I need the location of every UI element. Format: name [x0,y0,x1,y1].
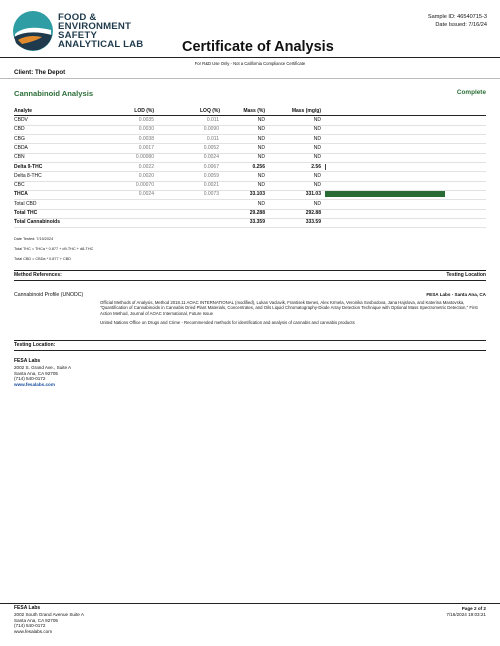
testing-location-label: Testing Location: [14,342,56,348]
mass-mg: ND [313,182,321,189]
date-tested: Date Tested: 7/15/2024 [14,237,54,241]
analyte-name: THCA [14,191,28,198]
total-mass-percent: 33.359 [249,219,265,226]
location-street: 2002 S. Grand Ave., Suite A [14,364,72,370]
mass-percent: ND [257,154,265,161]
table-row [14,181,486,190]
col-header-analyte: Analyte [14,108,33,114]
lab-name [58,13,143,49]
concentration-bar [325,191,445,197]
total-row [14,209,486,218]
rnd-notice: For R&D Use Only - Not a California Compliance Certificate [194,61,306,66]
analyte-name: CBG [14,135,25,142]
location-divider-top [14,340,486,341]
mass-mg: ND [313,172,321,179]
total-name: Total Cannabinoids [14,219,61,226]
footer-city: Santa Ana, CA 92705 [14,617,58,623]
mass-mg: ND [313,135,321,142]
header-divider [0,57,500,58]
mass-percent: ND [257,135,265,142]
col-header-lod: LOD (%) [134,108,154,114]
lod-value: 0.0017 [138,144,154,151]
client-divider [0,78,500,79]
footer-divider [0,603,500,604]
mass-percent: ND [257,144,265,151]
location-divider-bottom [14,350,486,351]
total-row [14,200,486,209]
lod-value: 0.0020 [138,172,154,179]
loq-value: 0.0021 [203,182,219,189]
footer-name: FESA Labs [14,605,41,611]
client-name: Client: The Depot [14,69,66,76]
testing-location-header: Testing Location [446,272,486,278]
lab-name-line: FOOD & [58,12,97,23]
page-title: Certificate of Analysis [182,39,334,55]
col-header-loq: LOQ (%) [200,108,220,114]
location-phone: (714) 540-0172 [14,376,46,382]
fesa-logo-icon [12,10,54,52]
total-row [14,218,486,227]
table-row [14,163,486,172]
method-reference-2: United Nations Office on Drugs and Crime - Recommended methods for identification and analysis of cannabis and cannabis products [100,320,355,326]
total-name: Total THC [14,210,38,216]
loq-value: 0.0059 [203,172,219,179]
total-mass-percent: ND [257,200,265,207]
mass-percent: 0.256 [252,163,265,170]
location-website-link[interactable]: www.fesalabs.com [14,382,55,388]
location-city: Santa Ana, CA 92705 [14,370,58,376]
loq-value: 0.011 [206,135,219,142]
analyte-name: CBDA [14,144,28,151]
lab-name-line: ENVIRONMENT [58,21,132,32]
mass-percent: ND [257,126,265,133]
methods-divider-top [14,270,486,271]
analyte-name: CBC [14,182,25,189]
lod-value: 0.00070 [135,182,154,189]
table-row [14,172,486,181]
lod-value: 0.0022 [138,163,154,170]
table-row [14,144,486,153]
row-divider [14,227,486,228]
status-badge: Complete [456,89,486,96]
loq-value: 0.0024 [203,154,219,161]
mass-mg: ND [313,144,321,151]
mass-mg: 331.03 [305,191,321,198]
mass-percent: 33.103 [249,191,265,198]
total-name: Total CBD [14,200,37,207]
methods-divider-bottom [14,280,486,281]
mass-mg: ND [313,154,321,161]
method-lab: FESA Labs - Santa Ana, CA [426,292,486,297]
total-mass-mg: 292.88 [305,210,321,216]
concentration-bar [325,164,326,170]
loq-value: 0.0090 [203,126,219,133]
footer-street: 2002 South Grand Avenue Suite A [14,611,84,617]
footer-meta [446,606,486,618]
section-title: Cannabinoid Analysis [14,89,94,98]
method-reference-1: Official Methods of Analysis, Method 2018.11 AOAC INTERNATIONAL (modified), Lukas Vaclavik, Frantisek Benes, Alex Krmela, Veronika Svobodova, Jana Hajslova, and Katerina Mastovska, "Quantification of Cannabinoids in Cannabis Dried Plant Materials, Concentrates, and Oils Liquid Chromatography-Diode Array Detection Technique with Optional Mass Spectrometric Detection," First Action Method, Journal of AOAC International, Future Issue [100,300,478,316]
mass-mg: 2.56 [311,163,321,170]
lod-value: 0.0024 [138,191,154,198]
analyte-name: Delta 9-THC [14,163,43,170]
table-row [14,135,486,144]
mass-mg: ND [313,117,321,123]
footer-phone: (714) 540-0172 [14,623,46,629]
loq-value: 0.0052 [203,144,219,151]
method-references-label: Method References: [14,272,62,278]
lod-value: 0.0035 [138,117,154,123]
analyte-name: CBD [14,126,25,133]
page-number: Page 2 of 2 [461,606,486,611]
date-issued: Date Issued: 7/16/24 [435,22,487,28]
footer-website[interactable]: www.fesalabs.com [14,629,53,635]
total-mass-mg: ND [313,200,321,207]
testing-location-address [14,359,71,388]
loq-value: 0.011 [206,117,219,123]
total-mass-percent: 29.288 [249,210,265,216]
analyte-name: CBDV [14,117,28,123]
location-name: FESA Labs [14,358,41,364]
total-mass-mg: 333.59 [305,219,321,226]
table-row [14,190,486,199]
col-header-mass-mg: Mass (mg/g) [291,108,321,114]
lab-name-line: ANALYTICAL LAB [58,39,144,50]
method-reference-text [100,300,486,326]
mass-percent: ND [257,117,265,123]
table-row [14,116,486,125]
lab-name-line: SAFETY [58,30,98,41]
mass-percent: ND [257,172,265,179]
lod-value: 0.00080 [135,154,154,161]
col-header-mass: Mass (%) [243,108,265,114]
sample-id: Sample ID: 46540715-3 [427,14,487,20]
table-row [14,125,486,134]
mass-percent: ND [257,182,265,189]
lod-value: 0.0030 [138,126,154,133]
mass-mg: ND [313,126,321,133]
total-cbd-formula: Total CBD = CBDa * 0.877 + CBD [14,257,71,261]
analyte-name: CBN [14,154,25,161]
analyte-name: Delta 8-THC [14,172,42,179]
loq-value: 0.0067 [203,163,219,170]
method-name: Cannabinoid Profile (UNODC) [14,292,84,298]
table-row [14,153,486,162]
lod-value: 0.0038 [138,135,154,142]
footer-timestamp: 7/16/2024 19:03:21 [446,612,486,617]
total-thc-formula: Total THC = THCa * 0.877 + d9-THC + d8-THC [14,247,94,251]
loq-value: 0.0073 [203,191,219,198]
sample-info [428,13,487,29]
footer-address [14,606,84,635]
